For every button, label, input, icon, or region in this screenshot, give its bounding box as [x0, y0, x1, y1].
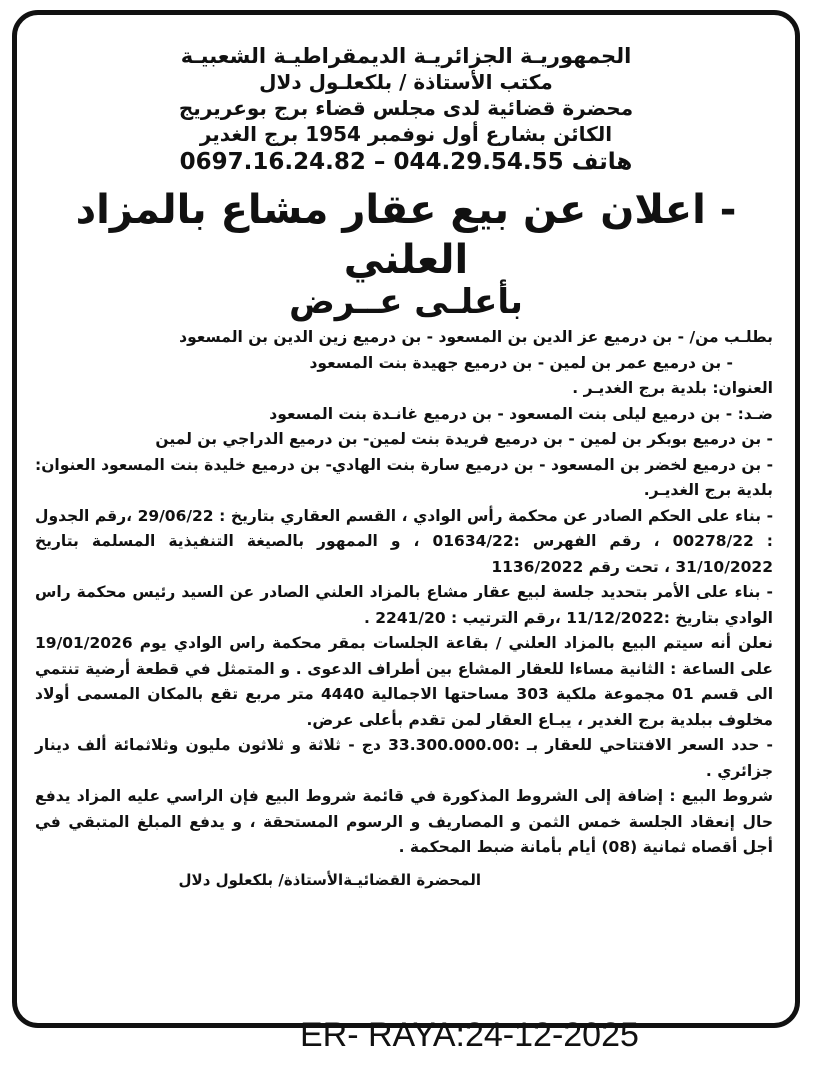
defendants-line-3: - بن درميع لخضر بن المسعود - بن درميع سارة بنت الهادي- بن درميع خليدة بنت المسعود العنوان: بلدية برج الغديـر.	[35, 455, 773, 499]
notice-content	[31, 29, 781, 889]
judgment-paragraph: - بناء على الحكم الصادر عن محكمة رأس الوادي ، القسم العقاري بتاريخ : 29/06/22 ،رقم الجدول : 00278/22 ، رقم الفهرس :01634/22 ، و الممهور بالصيغة التنفيذية المسلمة بتاريخ 31/10/2022 ، تحت رقم 1136/2022	[35, 506, 774, 576]
header-phone: هاتف 044.29.54.55 – 0697.16.24.82	[179, 149, 633, 175]
header-office: مكتب الأستاذة / بلكعلـول دلال	[259, 70, 553, 94]
publication-footer: ER- RAYA:24-12-2025	[300, 1016, 639, 1054]
sale-conditions: شروط البيع : إضافة إلى الشروط المذكورة في قائمة شروط البيع فإن الراسي عليه المزاد يدفع حال إنعقاد الجلسة خمس الثمن و المصاريف و الرسوم المستحقة ، و يدفع المبلغ المتبقي في أجل أقصاه ثمانية (08) أيام بأمانة ضبط المحكمة .	[35, 787, 773, 856]
requesters-line-1: بطلـب من/ - بن درميع عز الدين بن المسعود - بن درميع زين الدين بن المسعود	[179, 328, 773, 346]
defendants-line-1: ضـد: - بن درميع ليلى بنت المسعود - بن درميع غانـدة بنت المسعود	[269, 404, 773, 423]
requesters-address: العنوان: بلدية برج الغديـر .	[572, 379, 773, 397]
requesters-line-2: - بن درميع عمر بن لمين - بن درميع جهيدة بنت المسعود	[309, 353, 733, 372]
notice-border	[12, 10, 800, 1028]
notice-subtitle: بأعلـى عــرض	[289, 282, 523, 322]
header-address: الكائن بشارع أول نوفمبر 1954 برج الغدير	[199, 122, 613, 146]
header-republic: الجمهوريـة الجزائريـة الديمقراطيـة الشعبيـة	[180, 44, 632, 68]
opening-price: - حدد السعر الافتتاحي للعقار بـ :33.300.000.00 دج - ثلاثة و ثلاثون مليون وثلاثمائة ألف دينار جزائري .	[35, 736, 773, 780]
notice-title: - اعلان عن بيع عقار مشاع بالمزاد العلني	[75, 187, 737, 283]
notice-body	[31, 325, 781, 861]
header-bailiff: محضرة قضائية لدى مجلس قضاء برج بوعريريج	[178, 96, 634, 120]
signature: المحضرة القضائيـةالأستاذة/ بلكعلول دلال	[178, 870, 481, 889]
order-paragraph: - بناء على الأمر بتحديد جلسة لبيع عقار مشاع بالمزاد العلني الصادر عن السيد رئيس محكمة راس الوادي بتاريخ :11/12/2022 ،رقم الترتيب : 2241/20 .	[35, 583, 773, 627]
sale-announcement: نعلن أنه سيتم البيع بالمزاد العلني / بقاعة الجلسات بمقر محكمة راس الوادي يوم 19/01/2026 على الساعة : الثانية مساءا للعقار المشاع بين أطراف الدعوى . و المتمثل في قطعة أرضية تنتمي الى قسم 01 مجموعة ملكية 303 مساحتها الاجمالية 4440 متر مربع تقع بالمكان المسمى أولاد مخلوف ببلدية برج الغدير ، يبـاع العقار لمن تقدم بأعلى عرض.	[35, 634, 774, 729]
notice-header	[31, 43, 781, 177]
defendants-line-2: - بن درميع بوبكر بن لمين - بن درميع فريدة بنت لمين- بن درميع الدراجي بن لمين	[155, 430, 773, 448]
